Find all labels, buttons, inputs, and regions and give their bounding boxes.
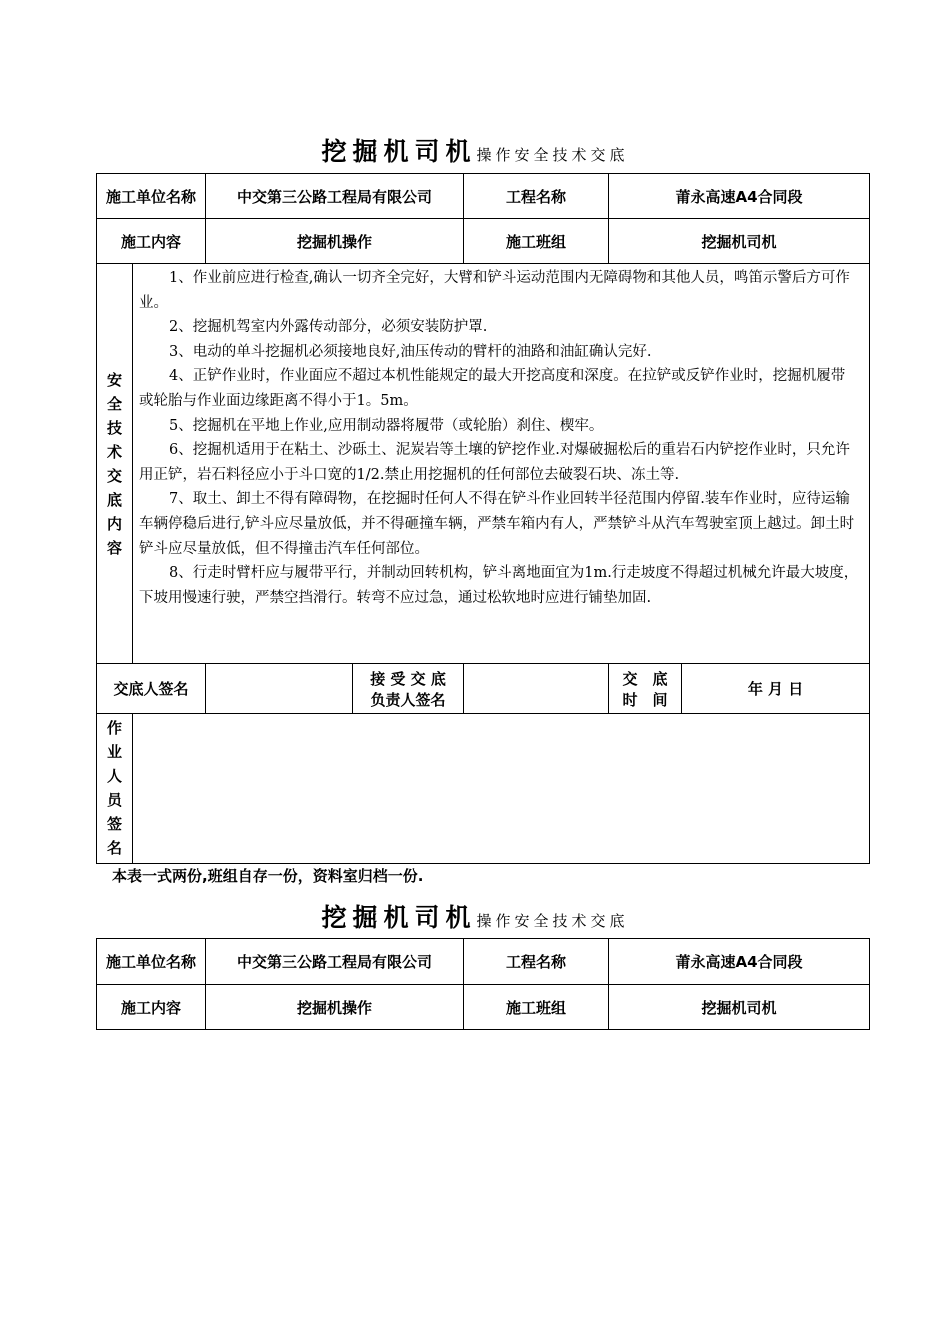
team-label: 施工班组 [464, 219, 609, 264]
safety-item: 5、挖掘机在平地上作业,应用制动器将履带（或轮胎）刹住、楔牢。 [169, 417, 604, 434]
unit-value: 中交第三公路工程局有限公司 [206, 939, 464, 985]
document-title [0, 132, 950, 168]
safety-item: 4、正铲作业时，作业面应不超过本机性能规定的最大开挖高度和深度。在拉铲或反铲作业时，挖掘机履带或轮胎与作业面边缘距离不得小于1。5m。 [139, 368, 846, 409]
safety-item: 6、挖掘机适用于在粘土、沙砾土、泥炭岩等土壤的铲挖作业.对爆破掘松后的重岩石内铲挖作业时，只允许用正铲，岩石料径应小于斗口宽的1/2.禁止用挖掘机的任何部位去破裂石块、冻土等. [139, 442, 850, 483]
title-sub: 操作安全技术交底 [476, 912, 629, 930]
project-label: 工程名称 [464, 939, 609, 985]
handover-signer-label: 交底人签名 [97, 664, 206, 714]
document-title-repeat [0, 898, 950, 934]
team-label: 施工班组 [464, 985, 609, 1030]
workers-signature-label: 作 业 人 员 签 名 [97, 714, 133, 864]
receiver-signature-field[interactable] [464, 664, 609, 714]
safety-content [133, 264, 870, 664]
handover-form-repeat [96, 938, 870, 1030]
unit-label: 施工单位名称 [97, 174, 206, 219]
safety-content-label: 安 全 技 术 交 底 内 容 [97, 264, 133, 664]
safety-item: 7、取土、卸土不得有障碍物，在挖掘时任何人不得在铲斗作业回转半径范围内停留.装车作业时，应待运输车辆停稳后进行,铲斗应尽量放低，并不得砸撞车辆，严禁车箱内有人，严禁铲斗从汽车驾驶室顶上越过。卸土时铲斗应尽量放低，但不得撞击汽车任何部位。 [139, 491, 855, 557]
project-label: 工程名称 [464, 174, 609, 219]
footnote: 本表一式两份,班组自存一份，资料室归档一份. [112, 867, 424, 885]
safety-item: 8、行走时臂杆应与履带平行，并制动回转机构，铲斗离地面宜为1m.行走坡度不得超过机械允许最大坡度，下坡用慢速行驶，严禁空挡滑行。转弯不应过急，通过松软地时应进行铺垫加固. [139, 565, 859, 606]
safety-item: 1、作业前应进行检查,确认一切齐全完好，大臂和铲斗运动范围内无障碍物和其他人员，鸣笛示警后方可作业。 [139, 270, 850, 311]
content-value: 挖掘机操作 [206, 985, 464, 1030]
receiver-signer-label: 接 受 交 底 负责人签名 [353, 664, 464, 714]
title-main: 挖掘机司机 [321, 903, 477, 932]
handover-time-label: 交 底 时 间 [609, 664, 682, 714]
content-label: 施工内容 [97, 985, 206, 1030]
workers-signature-area[interactable] [133, 714, 870, 864]
unit-label: 施工单位名称 [97, 939, 206, 985]
unit-value: 中交第三公路工程局有限公司 [206, 174, 464, 219]
content-value: 挖掘机操作 [206, 219, 464, 264]
title-main: 挖掘机司机 [321, 137, 477, 166]
safety-item: 2、挖掘机驾室内外露传动部分，必须安装防护罩. [169, 319, 488, 336]
team-value: 挖掘机司机 [609, 219, 870, 264]
handover-signature-field[interactable] [206, 664, 353, 714]
content-label: 施工内容 [97, 219, 206, 264]
title-sub: 操作安全技术交底 [476, 146, 629, 164]
project-value: 莆永高速A4合同段 [609, 174, 870, 219]
safety-item: 3、电动的单斗挖掘机必须接地良好,油压传动的臂杆的油路和油缸确认完好. [169, 343, 652, 360]
project-value: 莆永高速A4合同段 [609, 939, 870, 985]
team-value: 挖掘机司机 [609, 985, 870, 1030]
handover-form [96, 173, 870, 864]
handover-date[interactable]: 年 月 日 [682, 664, 870, 714]
